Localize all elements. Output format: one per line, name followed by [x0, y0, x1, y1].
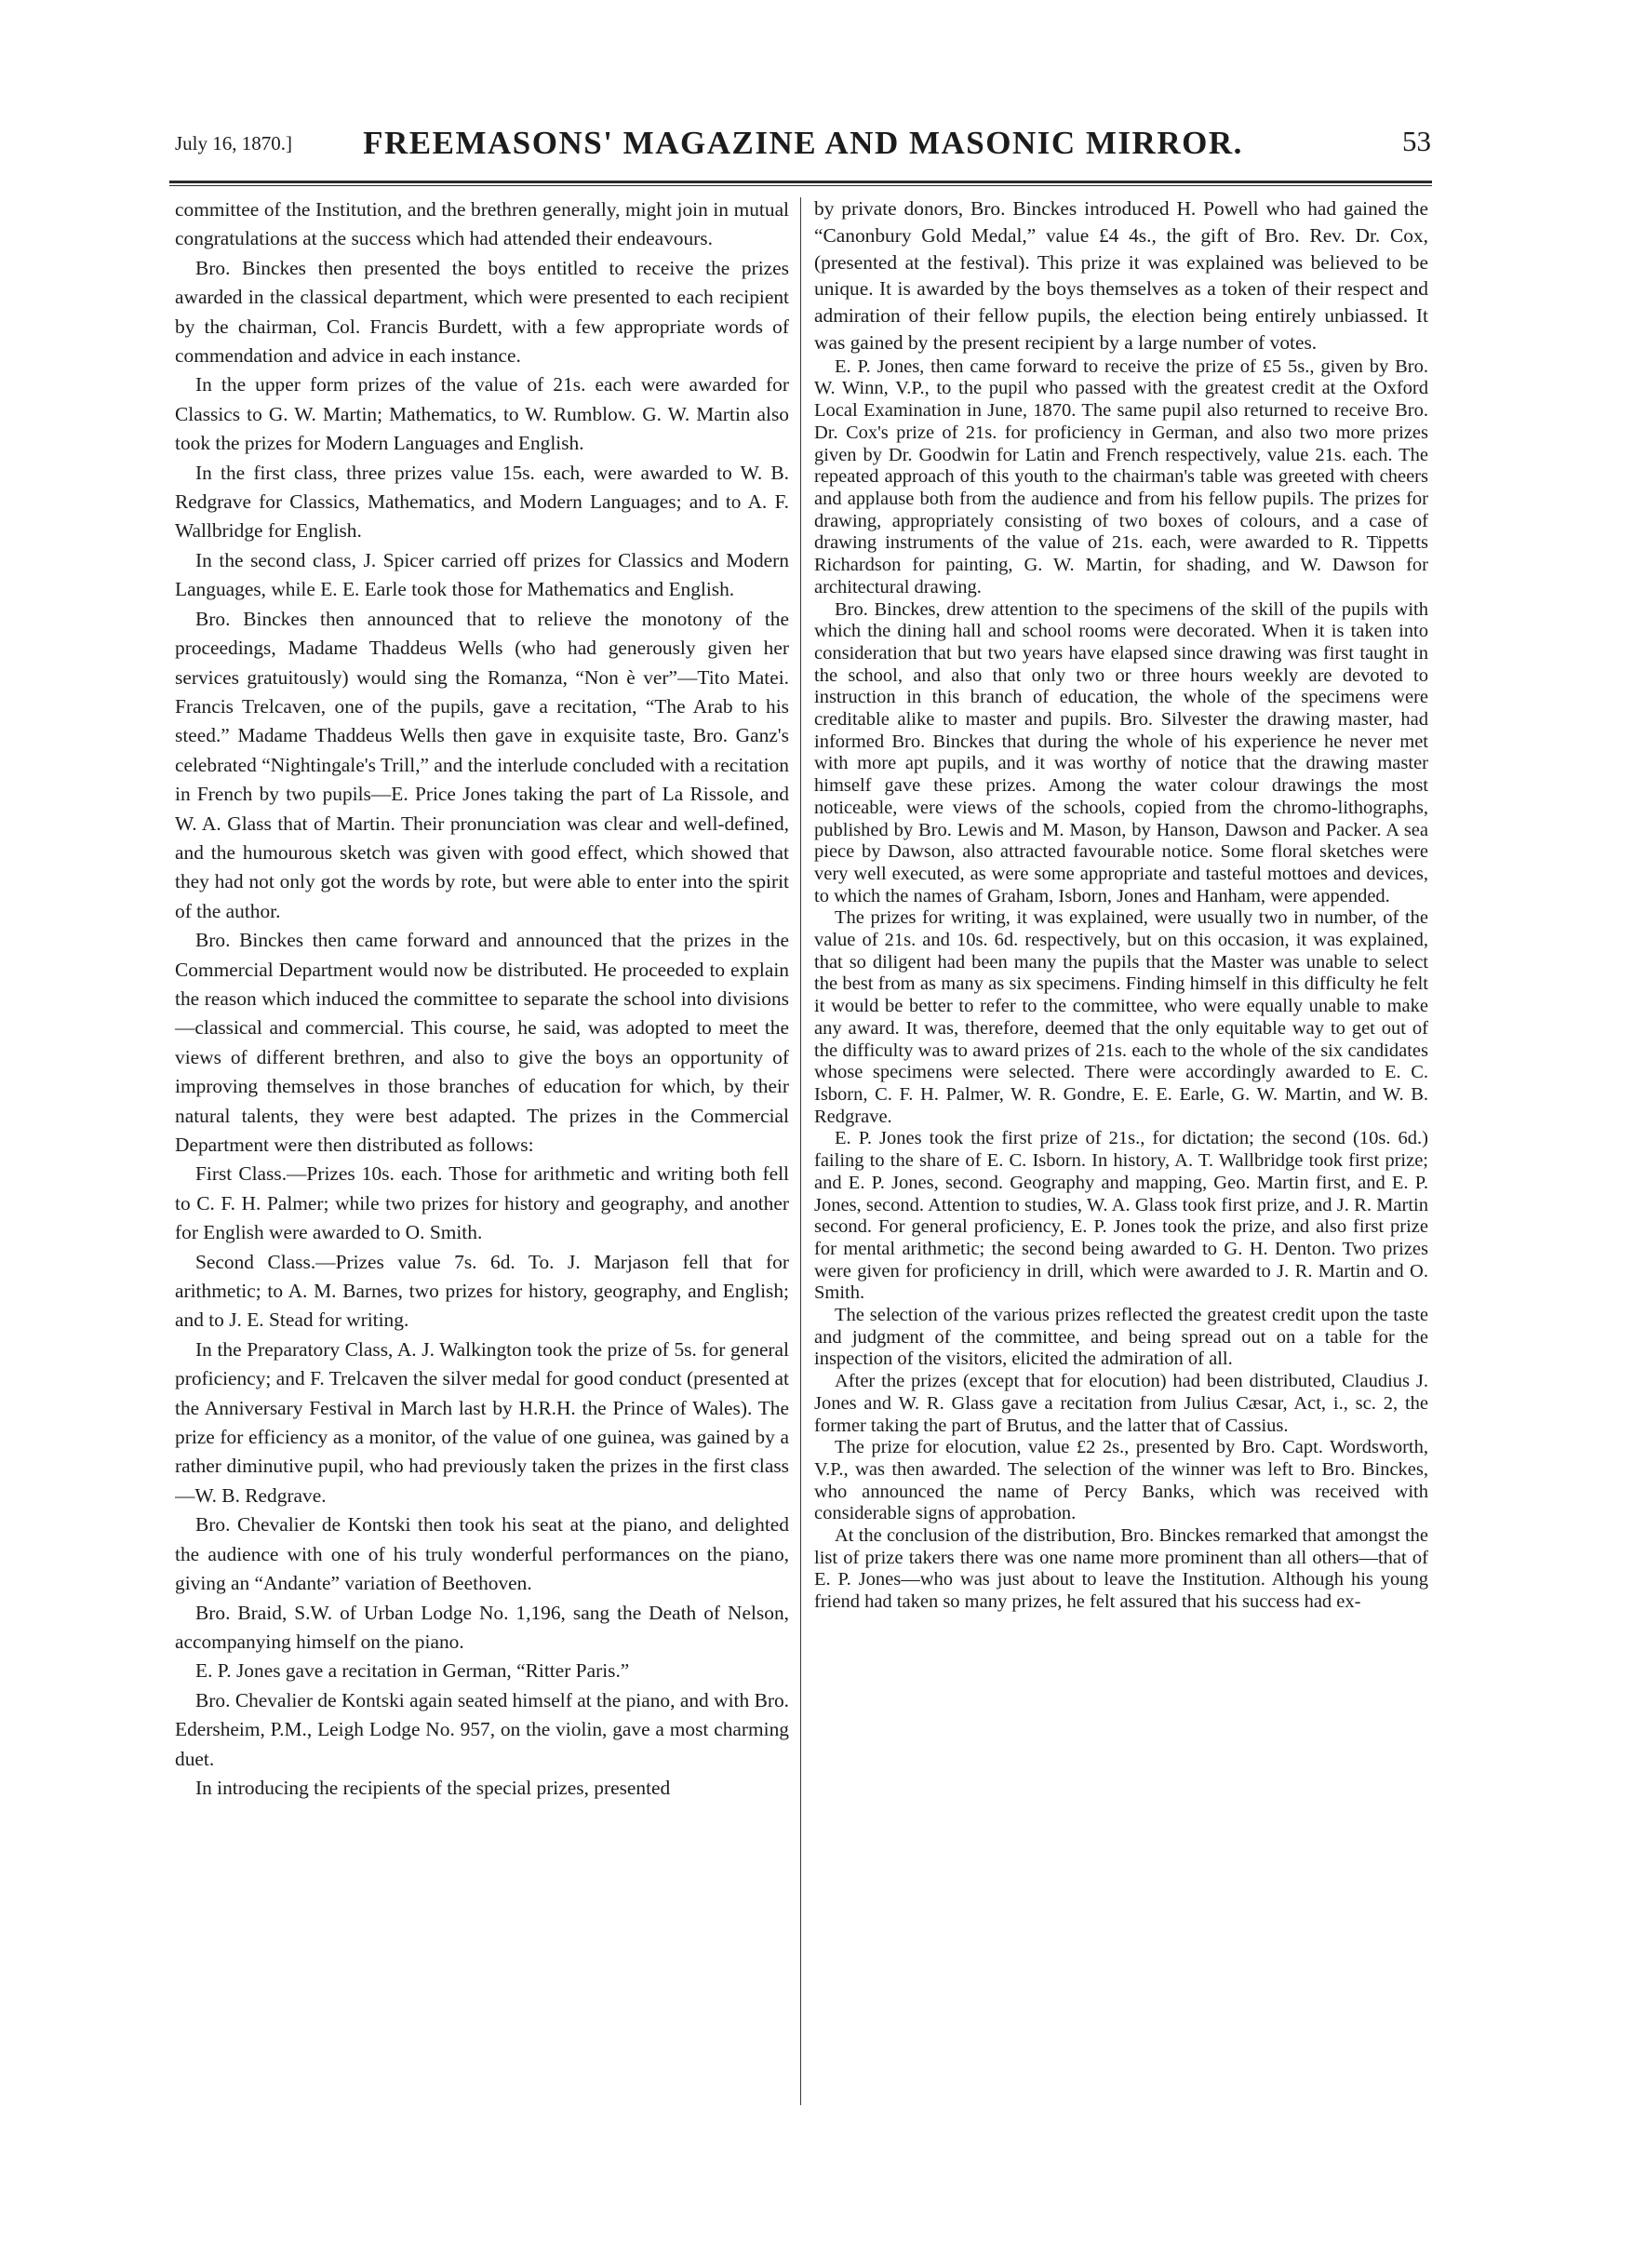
- paragraph: The prizes for writing, it was explained, were usually two in number, of the value of 21s. and 10s. 6d. respectively, but on this occasion, it was explained, that so diligent had been many the pupils that the Master was unable to select the best from as many as six specimens. Finding himself in this difficulty he felt it would be better to refer to the committee, who were equally unable to make any award. It was, therefore, deemed that the only equitable way to get out of the difficulty was to award prizes of 21s. each to the whole of the six candidates whose specimens were selected. There were accordingly awarded to E. C. Isborn, C. F. H. Palmer, W. R. Gondre, E. E. Earle, G. W. Martin, and W. B. Redgrave.: [814, 907, 1428, 1127]
- issue-date: July 16, 1870.]: [175, 132, 292, 154]
- right-column: [814, 195, 1428, 2094]
- paragraph: Bro. Binckes then came forward and announced that the prizes in the Commercial Department would now be distributed. He proceeded to explain the reason which induced the committee to separate the school into divisions—classical and commercial. This course, he said, was adopted to meet the views of different brethren, and also to give the boys an opportunity of improving themselves in those branches of education for which, by their natural talents, they were best adapted. The prizes in the Commercial Department were then distributed as follows:: [175, 929, 789, 1156]
- paragraph: E. P. Jones took the first prize of 21s., for dictation; the second (10s. 6d.) failing to the share of E. C. Isborn. In history, A. T. Wallbridge took first prize; and E. P. Jones, second. Geography and mapping, Geo. Martin first, and E. P. Jones, second. Attention to studies, W. A. Glass took first prize, and J. R. Martin second. For general proficiency, E. P. Jones took the prize, and also first prize for mental arithmetic; the second being awarded to G. H. Denton. Two prizes were given for proficiency in drill, which were awarded to J. R. Martin and O. Smith.: [814, 1128, 1428, 1304]
- paragraph: Bro. Chevalier de Kontski again seated himself at the piano, and with Bro. Edersheim, P.M., Leigh Lodge No. 957, on the violin, gave a most charming duet.: [175, 1688, 789, 1770]
- page-header: [175, 123, 1431, 169]
- header-rule: [169, 181, 1432, 183]
- magazine-title: FREEMASONS' MAGAZINE AND MASONIC MIRROR.: [363, 125, 1243, 161]
- paragraph: Bro. Chevalier de Kontski then took his seat at the piano, and delighted the audience with one of his truly wonderful performances on the piano, giving an “Andante” variation of Beethoven.: [175, 1513, 789, 1595]
- paragraph: In the first class, three prizes value 15s. each, were awarded to W. B. Redgrave for Classics, Mathematics, and Modern Languages; and to A. F. Wallbridge for English.: [175, 461, 789, 543]
- page-number: 53: [1402, 125, 1431, 157]
- paragraph: The selection of the various prizes reflected the greatest credit upon the taste and judgment of the committee, and being spread out on a table for the inspection of the visitors, elicited the admiration of all.: [814, 1305, 1428, 1370]
- paragraph: committee of the Institution, and the brethren generally, might join in mutual congratulations at the success which had attended their endeavours.: [175, 198, 789, 250]
- paragraph: At the conclusion of the distribution, Bro. Binckes remarked that amongst the list of prize takers there was one name more prominent than all others—that of E. P. Jones—who was just about to leave the Institution. Although his young friend had taken so many prizes, he felt assured that his success had ex-: [814, 1525, 1428, 1613]
- header-rule-thin: [169, 185, 1432, 186]
- paragraph: After the prizes (except that for elocution) had been distributed, Claudius J. Jones and W. R. Glass gave a recitation from Julius Cæsar, Act, i., sc. 2, the former taking the part of Brutus, and the latter that of Cassius.: [814, 1371, 1428, 1436]
- paragraph: Bro. Braid, S.W. of Urban Lodge No. 1,196, sang the Death of Nelson, accompanying himself on the piano.: [175, 1601, 789, 1653]
- column-divider: [800, 197, 801, 2105]
- paragraph: In introducing the recipients of the special prizes, presented: [195, 1776, 671, 1799]
- paragraph: Bro. Binckes then presented the boys entitled to receive the prizes awarded in the classical department, which were presented to each recipient by the chairman, Col. Francis Burdett, with a few appropriate words of commendation and advice in each instance.: [175, 256, 789, 368]
- paragraph: In the upper form prizes of the value of 21s. each were awarded for Classics to G. W. Martin; Mathematics, to W. Rumblow. G. W. Martin also took the prizes for Modern Languages and English.: [175, 373, 789, 455]
- paragraph: E. P. Jones, then came forward to receive the prize of £5 5s., given by Bro. W. Winn, V.P., to the pupil who passed with the greatest credit at the Oxford Local Examination in June, 1870. The same pupil also returned to receive Bro. Dr. Cox's prize of 21s. for proficiency in German, and also two more prizes given by Dr. Goodwin for Latin and French respectively, value 21s. each. The repeated approach of this youth to the chairman's table was greeted with cheers and applause both from the audience and from his fellow pupils. The prizes for drawing, appropriately consisting of two boxes of colours, and a case of drawing instruments of the value of 21s. each, were awarded to R. Tippetts Richardson for painting, G. W. Martin, for shading, and W. Dawson for architectural drawing.: [814, 356, 1428, 597]
- left-column: [175, 195, 789, 2094]
- paragraph: Second Class.—Prizes value 7s. 6d. To. J. Marjason fell that for arithmetic; to A. M. Barnes, two prizes for history, geography, and English; and to J. E. Stead for writing.: [175, 1250, 789, 1332]
- paragraph: Bro. Binckes then announced that to relieve the monotony of the proceedings, Madame Thaddeus Wells (who had generously given her services gratuitously) would sing the Romanza, “Non è ver”—Tito Matei. Francis Trelcaven, one of the pupils, gave a recitation, “The Arab to his steed.” Madame Thaddeus Wells then gave in exquisite taste, Bro. Ganz's celebrated “Nightingale's Trill,” and the interlude concluded with a recitation in French by two pupils—E. Price Jones taking the part of La Rissole, and W. A. Glass that of Martin. Their pronunciation was clear and well-defined, and the humourous sketch was given with good effect, which showed that they had not only got the words by rote, but were able to enter into the spirit of the author.: [175, 607, 789, 922]
- paragraph: In the Preparatory Class, A. J. Walkington took the prize of 5s. for general proficiency; and F. Trelcaven the silver medal for good conduct (presented at the Anniversary Festival in March last by H.R.H. the Prince of Wales). The prize for efficiency as a monitor, of the value of one guinea, was gained by a rather diminutive pupil, who had previously taken the prizes in the first class—W. B. Redgrave.: [175, 1337, 789, 1507]
- paragraph: In the second class, J. Spicer carried off prizes for Classics and Modern Languages, while E. E. Earle took those for Mathematics and English.: [175, 548, 789, 601]
- paragraph: E. P. Jones gave a recitation in German, “Ritter Paris.”: [195, 1659, 630, 1683]
- paragraph: First Class.—Prizes 10s. each. Those for arithmetic and writing both fell to C. F. H. Palmer; while two prizes for history and geography, and another for English were awarded to O. Smith.: [175, 1162, 789, 1244]
- paragraph: by private donors, Bro. Binckes introduced H. Powell who had gained the “Canonbury Gold Medal,” value £4 4s., the gift of Bro. Rev. Dr. Cox, (presented at the festival). This prize it was explained was believed to be unique. It is awarded by the boys themselves as a token of their respect and admiration of their fellow pupils, the election being entirely unbiassed. It was gained by the present recipient by a large number of votes.: [814, 197, 1428, 354]
- right-column-lead: [814, 195, 1428, 356]
- paragraph: The prize for elocution, value £2 2s., presented by Bro. Capt. Wordsworth, V.P., was then awarded. The selection of the winner was left to Bro. Binckes, who announced the name of Percy Banks, which was received with considerable signs of approbation.: [814, 1437, 1428, 1524]
- paragraph: Bro. Binckes, drew attention to the specimens of the skill of the pupils with which the dining hall and school rooms were decorated. When it is taken into consideration that but two years have elapsed since drawing was first taught in the school, and also that only two or three hours weekly are devoted to instruction in this branch of education, the whole of the specimens were creditable alike to master and pupils. Bro. Silvester the drawing master, had informed Bro. Binckes that during the whole of his experience he never met with more apt pupils, and it was worthy of notice that the drawing master himself gave these prizes. Among the water colour drawings the most noticeable, were views of the schools, copied from the chromo-lithographs, published by Bro. Lewis and M. Mason, by Hanson, Dawson and Packer. A sea piece by Dawson, also attracted favourable notice. Some floral sketches were very well executed, as were some appropriate and tasteful mottoes and devices, to which the names of Graham, Isborn, Jones and Hanham, were appended.: [814, 598, 1428, 906]
